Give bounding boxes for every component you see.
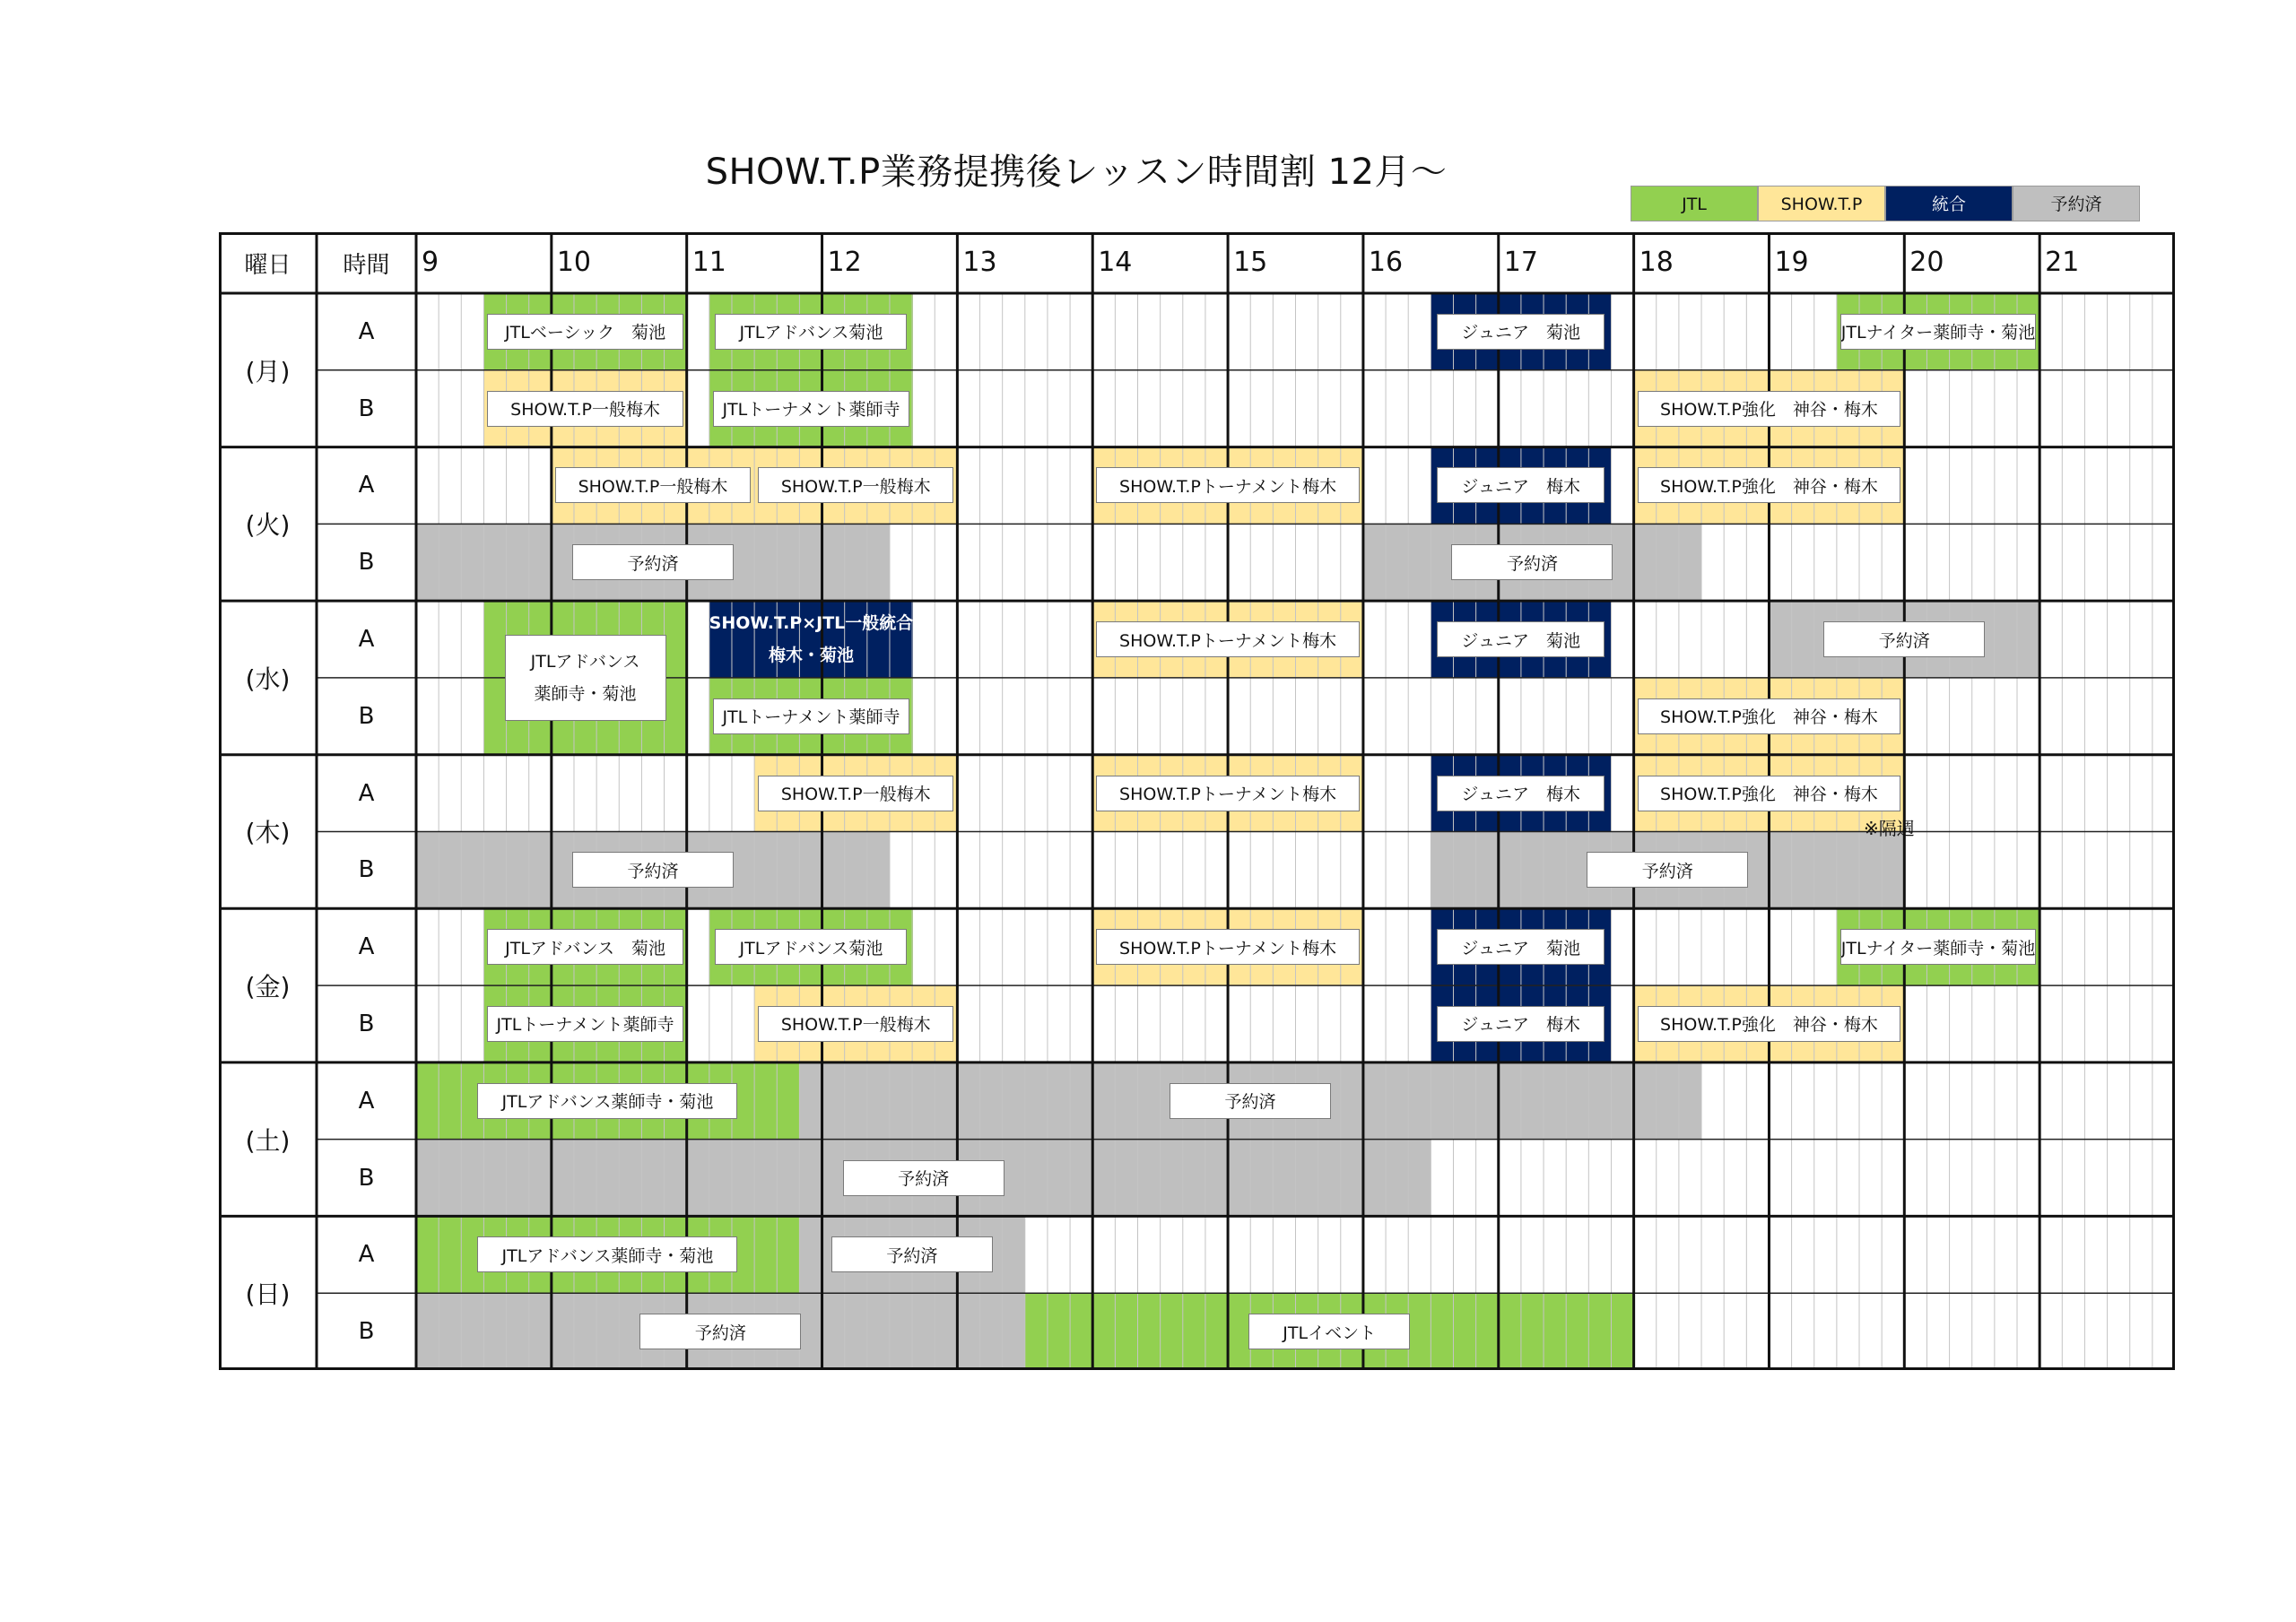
slot-label: A	[358, 779, 375, 807]
day-label: (木)	[245, 818, 291, 848]
lesson-label: SHOW.T.P強化 神谷・梅木	[1638, 698, 1901, 734]
lesson-label	[709, 601, 912, 678]
hour-label: 17	[1503, 247, 1538, 278]
hour-label: 18	[1639, 247, 1674, 278]
slot-label: B	[358, 395, 375, 422]
slot-label: B	[358, 1164, 375, 1192]
hour-label: 14	[1098, 247, 1133, 278]
day-label: (月)	[245, 356, 291, 386]
lesson-label: SHOW.T.Pトーナメント梅木	[1096, 929, 1360, 965]
lesson-label: JTLトーナメント薬師寺	[487, 1006, 683, 1042]
lesson-label: SHOW.T.P一般梅木	[758, 1006, 953, 1042]
lesson-label: ジュニア 梅木	[1437, 1006, 1605, 1042]
slot-label: A	[358, 933, 375, 961]
lesson-label: SHOW.T.P強化 神谷・梅木	[1638, 776, 1901, 811]
hour-label: 9	[422, 247, 439, 278]
lesson-label: SHOW.T.P強化 神谷・梅木	[1638, 467, 1901, 503]
lesson-label-line: JTLアドバンス	[530, 651, 640, 672]
lesson-label-line: 梅木・菊池	[768, 646, 854, 666]
hour-label: 16	[1368, 247, 1404, 278]
day-label: (金)	[245, 972, 291, 1002]
hour-label: 15	[1233, 247, 1268, 278]
hour-label: 11	[691, 247, 726, 278]
lesson-label: JTLアドバンス菊池	[715, 929, 907, 965]
slot-label: B	[358, 702, 375, 730]
slot-label: B	[358, 856, 375, 884]
lesson-label: JTLアドバンス 菊池	[487, 929, 683, 965]
hour-label: 10	[556, 247, 592, 278]
lesson-label: SHOW.T.P強化 神谷・梅木	[1638, 1006, 1901, 1042]
lesson-label	[505, 635, 666, 721]
lesson-label: 予約済	[1823, 621, 1985, 657]
lesson-label: SHOW.T.P一般梅木	[487, 391, 683, 427]
lesson-label: SHOW.T.P強化 神谷・梅木	[1638, 391, 1901, 427]
slot-label: A	[358, 472, 375, 499]
lesson-label: 予約済	[572, 544, 734, 580]
lesson-label: SHOW.T.P一般梅木	[758, 776, 953, 811]
lesson-label-line: SHOW.T.P×JTL一般統合	[709, 613, 914, 634]
lesson-label: 予約済	[843, 1160, 1004, 1196]
legend	[1631, 186, 2140, 221]
lesson-label: JTLアドバンス菊池	[715, 314, 907, 350]
lesson-label: JTLナイター薬師寺・菊池	[1840, 929, 2036, 965]
lesson-label: JTLベーシック 菊池	[487, 314, 683, 350]
lesson-label: SHOW.T.Pトーナメント梅木	[1096, 467, 1360, 503]
lesson-label: JTLトーナメント薬師寺	[713, 698, 909, 734]
hour-label: 13	[962, 247, 997, 278]
lesson-label: 予約済	[1587, 852, 1748, 888]
day-label: (日)	[245, 1279, 291, 1310]
lesson-label: SHOW.T.Pトーナメント梅木	[1096, 621, 1360, 657]
lesson-label: JTLトーナメント薬師寺	[713, 391, 909, 427]
slot-label: A	[358, 626, 375, 654]
lesson-label: ジュニア 梅木	[1437, 776, 1605, 811]
lesson-label: ジュニア 菊池	[1437, 621, 1605, 657]
lesson-label: SHOW.T.P一般梅木	[555, 467, 751, 503]
lesson-label: JTLアドバンス薬師寺・菊池	[477, 1083, 737, 1119]
slot-label: B	[358, 549, 375, 577]
lesson-label: 予約済	[1170, 1083, 1331, 1119]
lesson-label: 予約済	[572, 852, 734, 888]
timetable-grid	[219, 232, 2175, 1370]
lesson-label: 予約済	[1451, 544, 1613, 580]
lesson-label: 予約済	[639, 1314, 801, 1349]
slot-label: B	[358, 1318, 375, 1346]
lesson-label: JTLナイター薬師寺・菊池	[1840, 314, 2036, 350]
legend-merged: 統合	[1885, 186, 2013, 221]
hour-label: 20	[1909, 247, 1944, 278]
header-time: 時間	[343, 251, 390, 279]
slot-label: A	[358, 1241, 375, 1269]
lesson-label: JTLイベント	[1248, 1314, 1410, 1349]
lesson-label: SHOW.T.P一般梅木	[758, 467, 953, 503]
day-label: (土)	[245, 1125, 291, 1156]
legend-reserved: 予約済	[2013, 186, 2140, 221]
hour-label: 19	[1774, 247, 1809, 278]
hour-label: 12	[827, 247, 862, 278]
slot-label: A	[358, 1087, 375, 1115]
slot-label: A	[358, 317, 375, 345]
lesson-label: SHOW.T.Pトーナメント梅木	[1096, 776, 1360, 811]
header-day: 曜日	[244, 251, 291, 279]
legend-jtl: JTL	[1631, 186, 1758, 221]
lesson-label: ジュニア 梅木	[1437, 467, 1605, 503]
lesson-label: JTLアドバンス薬師寺・菊池	[477, 1236, 737, 1272]
lesson-label: 予約済	[831, 1236, 993, 1272]
page-title: SHOW.T.P業務提携後レッスン時間割 12月～	[705, 152, 1448, 193]
legend-showtp: SHOW.T.P	[1758, 186, 1885, 221]
day-label: (火)	[245, 510, 291, 541]
day-label: (水)	[245, 664, 291, 694]
note-text: ※隔週	[1864, 817, 1915, 839]
lesson-label: ジュニア 菊池	[1437, 929, 1605, 965]
lesson-label-line: 薬師寺・菊池	[534, 683, 637, 704]
lesson-label: ジュニア 菊池	[1437, 314, 1605, 350]
hour-label: 21	[2045, 247, 2080, 278]
slot-label: B	[358, 1010, 375, 1037]
